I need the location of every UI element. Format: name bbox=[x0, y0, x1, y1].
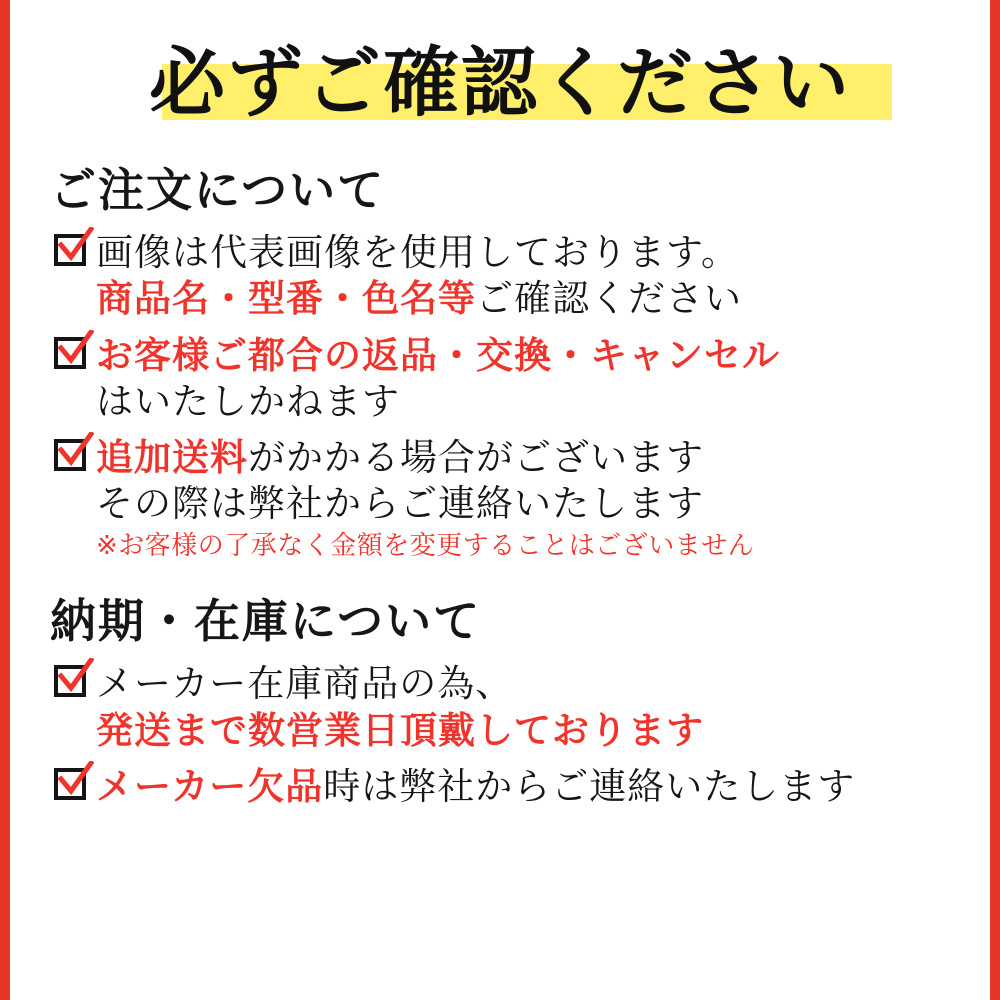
list-line: 画像は代表画像を使用しております。 bbox=[96, 231, 740, 274]
list-item bbox=[54, 764, 960, 810]
notice-content bbox=[10, 0, 990, 1000]
list-item bbox=[54, 661, 960, 754]
list-line-emphasis: 追加送料 bbox=[96, 436, 248, 479]
list-item bbox=[54, 435, 960, 563]
list-item bbox=[54, 333, 960, 426]
list-line-tail: がかかる場合がございます bbox=[248, 436, 704, 479]
list-line-emphasis: 商品名・型番・色名等 bbox=[96, 277, 476, 321]
list-line: はいたしかねます bbox=[96, 379, 400, 423]
list-line-tail: 時は弊社からご連絡いたします bbox=[323, 764, 856, 808]
list-item-text bbox=[92, 230, 960, 323]
list-line: メーカー在庫商品の為、 bbox=[96, 662, 514, 706]
list-line-emphasis: メーカー欠品 bbox=[96, 764, 324, 808]
section-heading-orders: ご注文について bbox=[50, 163, 386, 217]
list-item-text bbox=[92, 764, 960, 810]
checkbox-checked-icon bbox=[54, 337, 92, 375]
checkbox-checked-icon bbox=[54, 439, 92, 477]
checkbox-checked-icon bbox=[54, 665, 92, 703]
list-line: お客様ご都合の返品・交換・キャンセル bbox=[96, 333, 780, 377]
page-title-area bbox=[40, 18, 960, 148]
list-line bbox=[96, 276, 960, 322]
list-item bbox=[54, 230, 960, 323]
list-line: その際は弊社からご連絡いたします bbox=[96, 482, 704, 526]
section-heading-delivery: 納期・在庫について bbox=[50, 594, 482, 649]
list-line bbox=[96, 764, 960, 810]
list-line-tail: ご確認ください bbox=[476, 277, 742, 321]
list-item-text bbox=[92, 333, 960, 426]
page-title: 必ずご確認ください bbox=[149, 38, 851, 127]
list-item-text bbox=[92, 661, 960, 754]
list-line: 発送まで数営業日頂戴しております bbox=[96, 708, 704, 752]
checkbox-checked-icon bbox=[54, 234, 92, 272]
checkbox-checked-icon bbox=[54, 768, 92, 806]
list-item-text bbox=[92, 435, 960, 563]
list-line bbox=[96, 435, 960, 481]
list-note: ※お客様の了承なく金額を変更することはございません bbox=[96, 530, 755, 561]
